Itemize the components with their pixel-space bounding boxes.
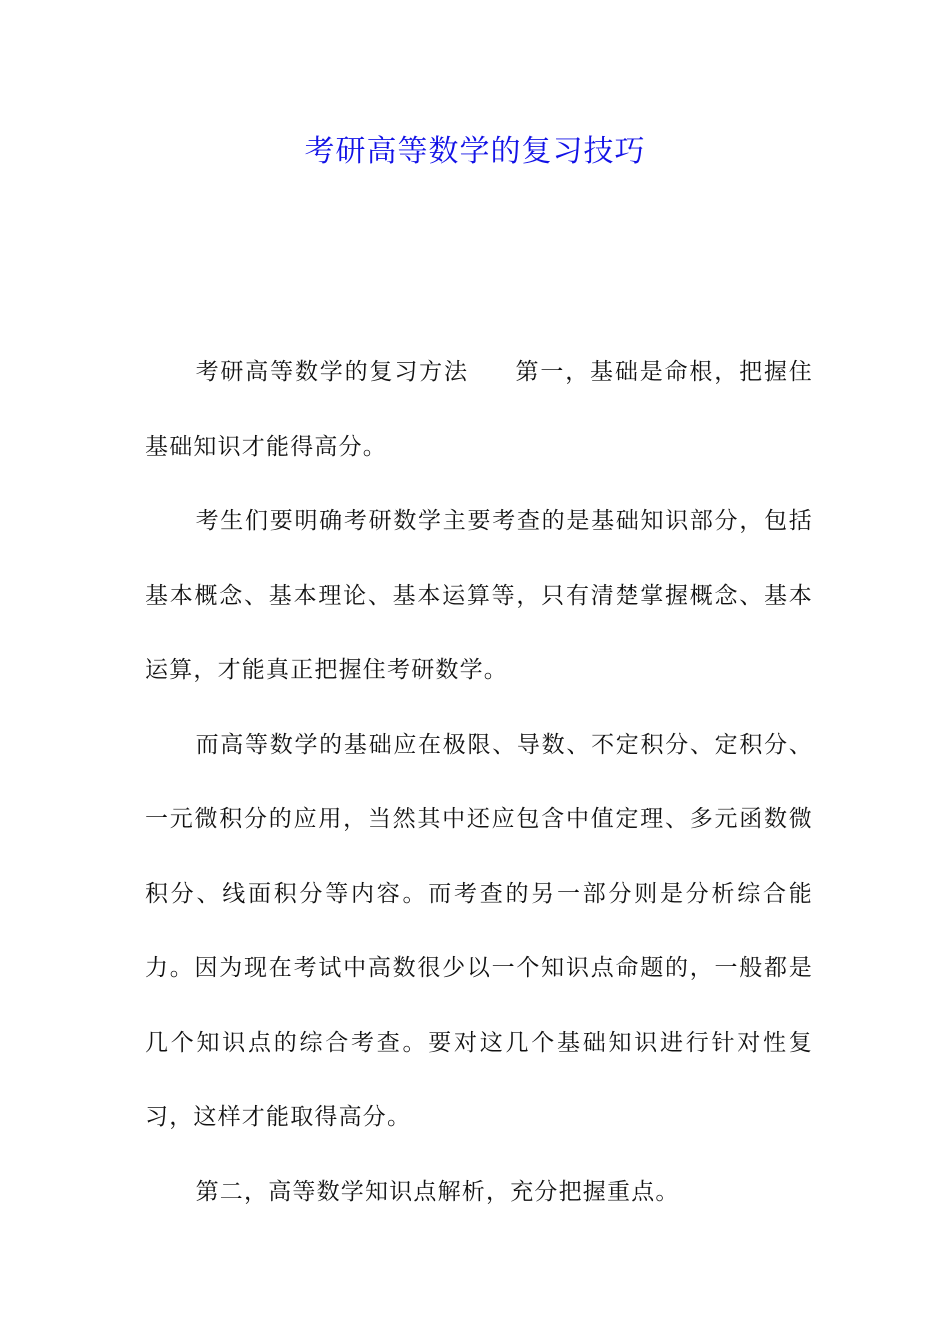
paragraph-1-heading: 考研高等数学的复习方法 <box>195 359 469 385</box>
paragraph-1 <box>145 335 813 484</box>
document-body <box>145 335 813 1229</box>
paragraph-4: 第二，高等数学知识点解析，充分把握重点。 <box>195 1178 680 1205</box>
paragraph-3: 而高等数学的基础应在极限、导数、不定积分、定积分、一元微积分的应用，当然其中还应包含中值定理、多元函数微积分、线面积分等内容。而考查的另一部分则是分析综合能力。因为现在考试中高数很少以一个知识点命题的，一般都是几个知识点的综合考查。要对这几个基础知识进行针对性复习，这样才能取得高分。 <box>145 731 813 1130</box>
paragraph-2: 考生们要明确考研数学主要考查的是基础知识部分，包括基本概念、基本理论、基本运算等，只有清楚掌握概念、基本运算，才能真正把握住考研数学。 <box>145 508 813 683</box>
document-title: 考研高等数学的复习技巧 <box>304 134 646 169</box>
paragraph-1-text: 第一，基础是命根，把握住基础知识才能得高分。 <box>145 359 813 460</box>
